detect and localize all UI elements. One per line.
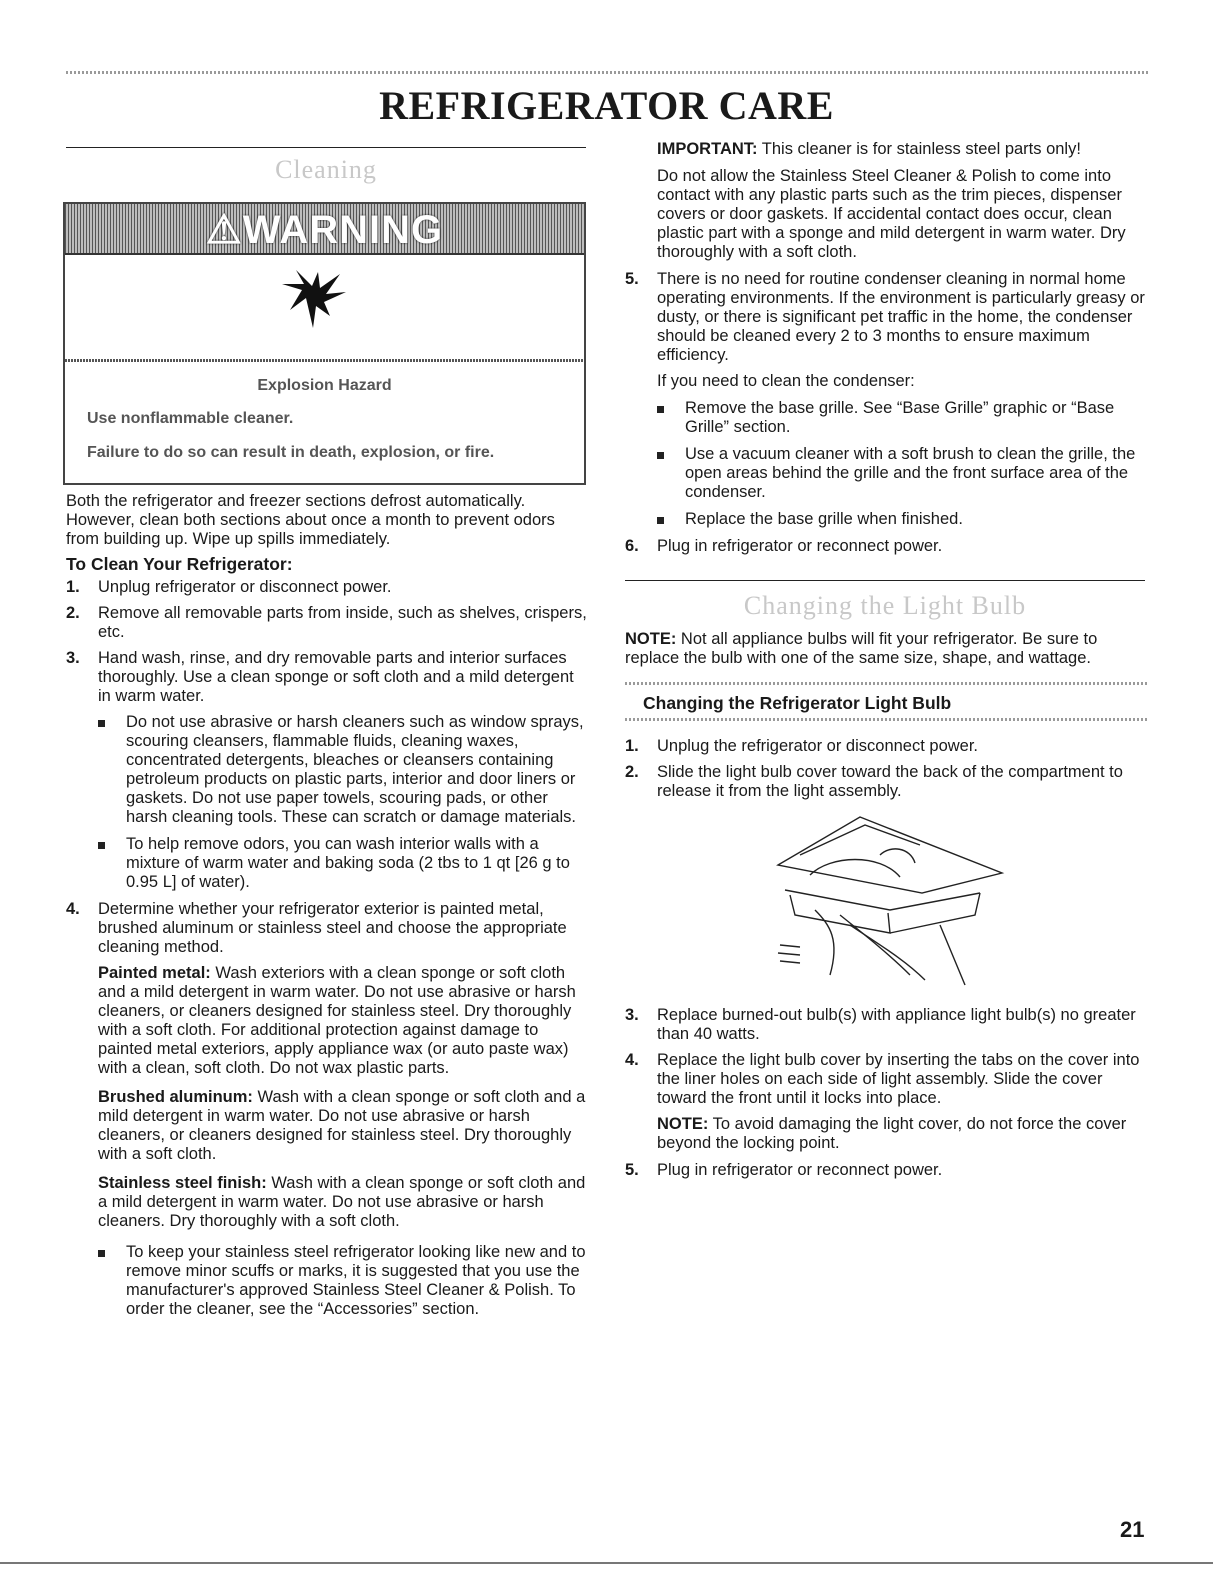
bullet-square-icon: [657, 452, 664, 459]
step-text: Determine whether your refrigerator exterior is painted metal, brushed aluminum or stainless steel and choose the appropriate cleaning method.: [98, 900, 567, 956]
page-number: 21: [1120, 1517, 1145, 1542]
subheading-bottom-rule: [625, 718, 1147, 721]
step-text: Plug in refrigerator or reconnect power.: [657, 1161, 943, 1179]
bullet-item: [657, 399, 1147, 437]
step-text: Unplug refrigerator or disconnect power.: [98, 578, 392, 596]
bulb-step-5: [625, 1161, 1147, 1180]
bullet-item: [98, 713, 588, 827]
bullet-item: [98, 1243, 588, 1319]
warning-triangle-icon: ⚠: [205, 208, 243, 252]
step-number: 4.: [625, 1051, 639, 1069]
bullet-square-icon: [657, 406, 664, 413]
left-column-text: [66, 492, 588, 1327]
page-title: REFRIGERATOR CARE: [379, 83, 834, 128]
condenser-bullets: [625, 399, 1147, 529]
step-1: [66, 578, 588, 597]
right-section-rule: [625, 580, 1145, 581]
step-text: There is no need for routine condenser cleaning in normal home operating environments. If the environment is particularly greasy or dusty, or there is significant pet traffic in the home, the condenser should be cleaned every 2 to 3 months to ensure maximum efficiency.: [657, 270, 1145, 364]
bullet-square-icon: [657, 517, 664, 524]
section-heading-light-bulb: Changing the Light Bulb: [743, 591, 1027, 620]
condenser-intro: If you need to clean the condenser:: [657, 372, 915, 390]
step-number: 6.: [625, 537, 639, 555]
note-text: Not all appliance bulbs will fit your refrigerator. Be sure to replace the bulb with one of the same size, shape, and wattage.: [625, 630, 1098, 667]
step-number: 3.: [625, 1006, 639, 1024]
warning-header: [65, 204, 584, 255]
bulb-step-4-note: [625, 1115, 1147, 1153]
bullet-square-icon: [98, 1250, 105, 1257]
warning-line-1: Use nonflammable cleaner.: [87, 410, 294, 427]
important-text: This cleaner is for stainless steel parts only!: [757, 140, 1081, 158]
step-text: Replace the light bulb cover by inserting the tabs on the cover into the liner holes on each side of light assembly. Slide the cover toward the front until it locks into place.: [657, 1051, 1140, 1107]
section-heading-cleaning: Cleaning: [275, 155, 377, 184]
bulb-step-4: [625, 1051, 1147, 1108]
step-number: 3.: [66, 649, 80, 667]
step-text: Unplug the refrigerator or disconnect power.: [657, 737, 979, 755]
warning-signal-word: ⚠WARNING: [205, 208, 444, 252]
bottom-rule: [0, 1562, 1213, 1564]
step-5: [625, 270, 1147, 365]
bullet-square-icon: [98, 720, 105, 727]
bullet-item: [98, 835, 588, 892]
bulb-step-2: [625, 763, 1147, 801]
painted-metal-text: Wash exteriors with a clean sponge or soft cloth and a mild detergent in warm water. Do not use abrasive or harsh cleaners, or cleaners designed for stainless steel. Dry thoroughly with a soft cloth. For additional protection against damage to painted metal exteriors, apply appliance wax (or auto paste wax) with a clean, soft cloth. Do not wax plastic parts.: [98, 964, 576, 1077]
step-6: [625, 537, 1147, 556]
right-note: [625, 630, 1147, 668]
bullet-text: Remove the base grille. See “Base Grille” graphic or “Base Grille” section.: [685, 399, 1115, 436]
step-number: 1.: [625, 737, 639, 755]
painted-metal-label: Painted metal:: [98, 964, 211, 982]
subheading-top-rule: [625, 682, 1147, 685]
note-label: NOTE:: [657, 1115, 709, 1133]
step-number: 5.: [625, 270, 639, 288]
warning-divider: [65, 359, 584, 362]
bullet-text: To keep your stainless steel refrigerator looking like new and to remove minor scuffs or marks, it is suggested that you use the manufacturer's approved Stainless Steel Cleaner & Polish. To order the cleaner, see the “Accessories” section.: [126, 1243, 586, 1318]
step-3: [66, 649, 588, 706]
warning-hazard-title: Explosion Hazard: [257, 377, 392, 394]
stainless-finish-label: Stainless steel finish:: [98, 1174, 267, 1192]
important-para: Do not allow the Stainless Steel Cleaner & Polish to come into contact with any plastic parts such as the trim pieces, dispenser covers or door gaskets. If accidental contact does occur, clean plastic part with a sponge and mild detergent in warm water. Dry thoroughly with a soft cloth.: [657, 167, 1126, 261]
important-line: [625, 140, 1147, 159]
step-number: 5.: [625, 1161, 639, 1179]
bullet-item: [657, 445, 1147, 502]
note-label: NOTE:: [625, 630, 677, 648]
bullet-text: Replace the base grille when finished.: [685, 510, 963, 528]
step-text: Plug in refrigerator or reconnect power.: [657, 537, 943, 555]
step-2: [66, 604, 588, 642]
step-text: Remove all removable parts from inside, such as shelves, crispers, etc.: [98, 604, 587, 641]
step-text: Slide the light bulb cover toward the back of the compartment to release it from the light assembly.: [657, 763, 1123, 800]
important-label: IMPORTANT:: [657, 140, 758, 158]
bulb-step-3: [625, 1006, 1147, 1044]
step-number: 1.: [66, 578, 80, 596]
brushed-aluminum-para: [66, 1088, 588, 1164]
warning-line-2: Failure to do so can result in death, explosion, or fire.: [87, 444, 495, 461]
step-number: 2.: [66, 604, 80, 622]
light-bulb-cover-illustration: [770, 815, 1010, 990]
bulb-note: [625, 630, 1147, 668]
bullet-item: [657, 510, 1147, 529]
stainless-finish-text: Wash with a clean sponge or soft cloth and a mild detergent in warm water. Do not use abrasive or harsh cleaners. Dry thoroughly with a soft cloth.: [98, 1174, 586, 1230]
bulb-steps-a: [625, 737, 1147, 808]
right-column-text-top: [625, 140, 1147, 563]
explosion-hazard-icon: [278, 270, 348, 330]
step-number: 2.: [625, 763, 639, 781]
brushed-aluminum-text: Wash with a clean sponge or soft cloth and a mild detergent in warm water. Do not use abrasive or harsh cleaners, or cleaners designed for stainless steel. Dry thoroughly with a soft cloth.: [98, 1088, 586, 1163]
step-number: 4.: [66, 900, 80, 918]
stainless-finish-para: [66, 1174, 588, 1231]
step-text: Replace burned-out bulb(s) with appliance light bulb(s) no greater than 40 watts.: [657, 1006, 1136, 1043]
cleaning-intro: Both the refrigerator and freezer sections defrost automatically. However, clean both sections about once a month to prevent odors from building up. Wipe up spills immediately.: [66, 492, 555, 548]
painted-metal-para: [66, 964, 588, 1078]
bullet-text: Use a vacuum cleaner with a soft brush to clean the grille, the open areas behind the grille and the front surface area of the condenser.: [685, 445, 1136, 501]
bullet-text: Do not use abrasive or harsh cleaners such as window sprays, scouring cleansers, flammable fluids, cleaning waxes, concentrated detergents, bleaches or cleansers containing petroleum products on plastic parts, interior and door liners or gaskets. Do not use paper towels, scouring pads, or other harsh cleaning tools. These can scratch or damage materials.: [126, 713, 584, 826]
note-text: To avoid damaging the light cover, do not force the cover beyond the locking point.: [657, 1115, 1127, 1152]
step-3-bullets: [66, 713, 588, 892]
light-bulb-subheading: Changing the Refrigerator Light Bulb: [643, 693, 952, 713]
brushed-aluminum-label: Brushed aluminum:: [98, 1088, 253, 1106]
top-dotted-rule: [66, 71, 1148, 74]
stainless-bullets: [66, 1243, 588, 1319]
bullet-square-icon: [98, 842, 105, 849]
bullet-text: To help remove odors, you can wash interior walls with a mixture of warm water and baking soda (2 tbs to 1 qt [26 g to 0.95 L] of water).: [126, 835, 570, 891]
step-4: [66, 900, 588, 957]
clean-refrigerator-heading: To Clean Your Refrigerator:: [66, 554, 293, 574]
bulb-step-1: [625, 737, 1147, 756]
bulb-steps-b: [625, 1006, 1147, 1187]
warning-box: [63, 202, 586, 485]
step-text: Hand wash, rinse, and dry removable parts and interior surfaces thoroughly. Use a clean sponge or soft cloth and a mild detergent in warm water.: [98, 649, 574, 705]
left-section-rule: [66, 147, 586, 148]
